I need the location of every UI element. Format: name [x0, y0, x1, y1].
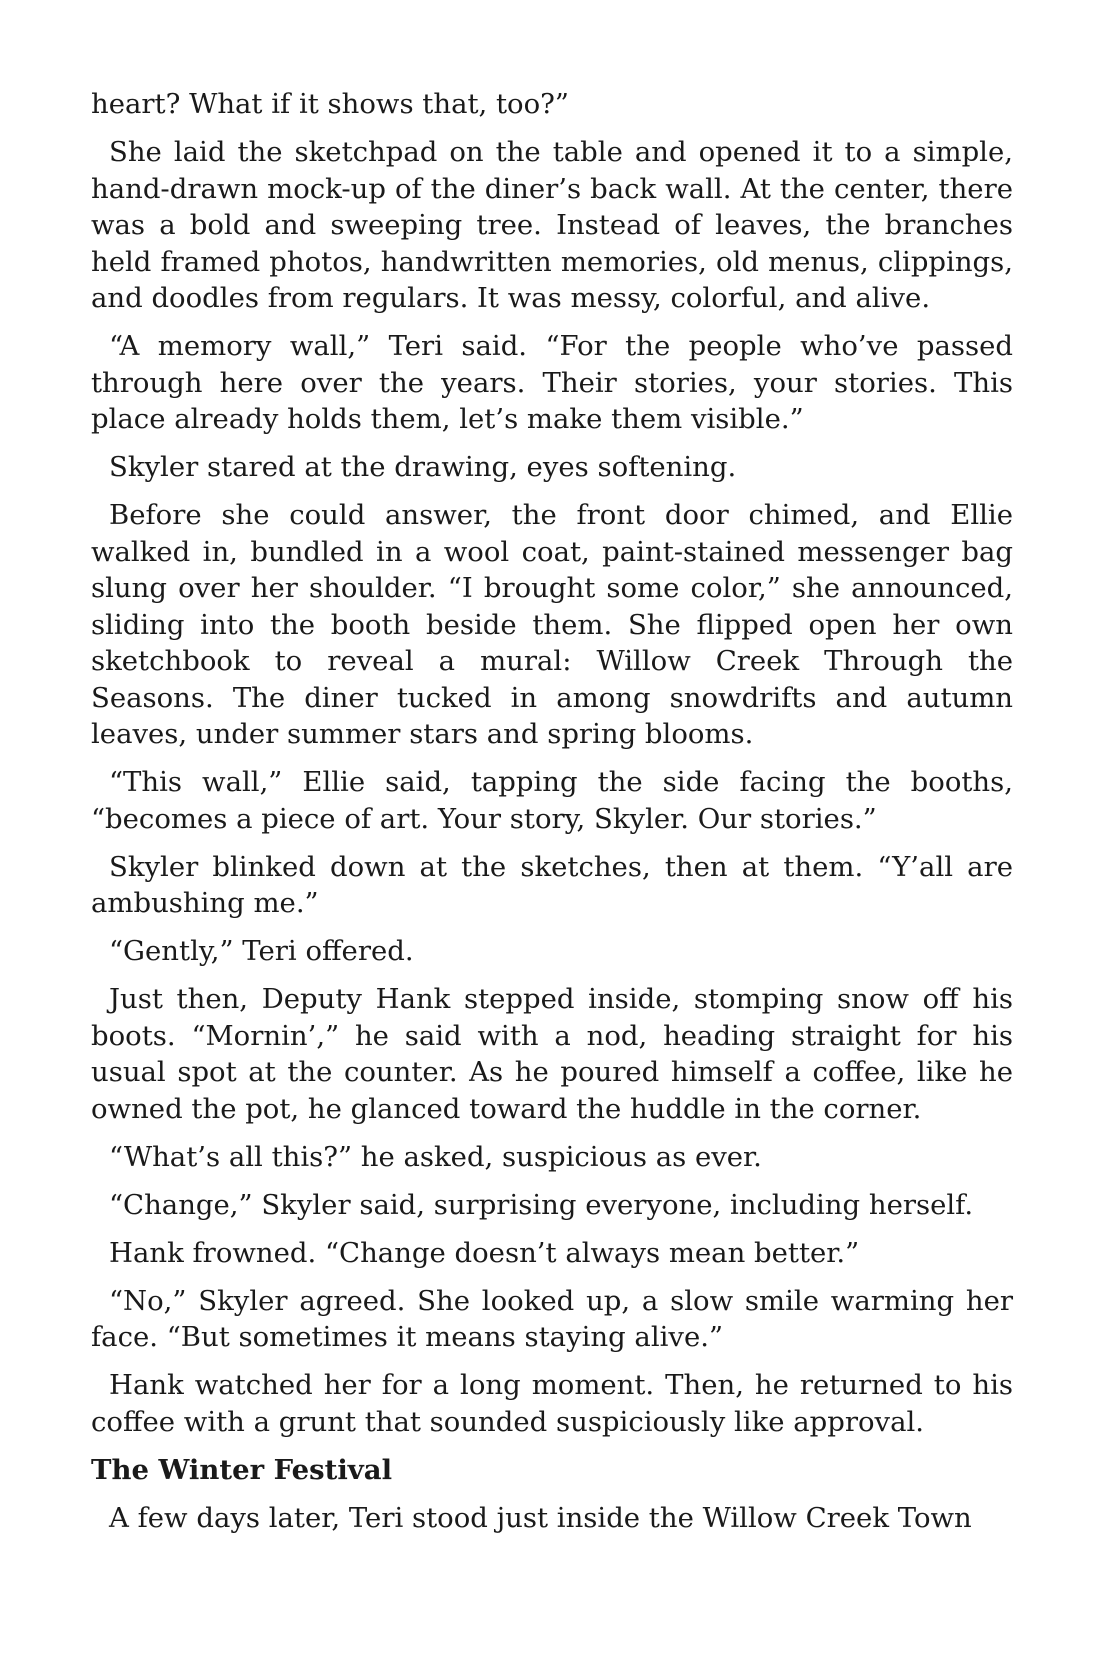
paragraph: “Gently,” Teri offered. — [109, 935, 414, 967]
paragraph-continuation: heart? What if it shows that, too?” — [91, 88, 569, 120]
paragraph: A few days later, Teri stood just inside the Willow Creek Town — [109, 1501, 972, 1534]
paragraph: Skyler blinked down at the sketches, then at them. “Y’all are ambushing me.” — [91, 850, 1013, 919]
paragraph: “This wall,” Ellie said, tapping the side facing the booths, “becomes a piece of art. Your story, Skyler. Our stories.” — [91, 766, 1013, 835]
section-heading: The Winter Festival — [91, 1453, 393, 1486]
paragraph: Skyler stared at the drawing, eyes softening. — [109, 451, 737, 483]
paragraph: Just then, Deputy Hank stepped inside, stomping snow off his boots. “Mornin’,” he said with a nod, heading straight for his usual spot at the counter. As he poured himself a coffee, like he owned the pot, he glanced toward the huddle in the corner. — [91, 983, 1013, 1125]
paragraph: She laid the sketchpad on the table and opened it to a simple, hand-drawn mock-up of the diner’s back wall. At the center, there was a bold and sweeping tree. Instead of leaves, the branches held framed photos, handwritten memories, old menus, clippings, and doodles from regulars. It was messy, colorful, and alive. — [91, 136, 1013, 314]
paragraph: Before she could answer, the front door chimed, and Ellie walked in, bundled in a wool coat, paint-stained messenger bag slung over her shoulder. “I brought some color,” she announced, sliding into the booth beside them. She flipped open her own sketchbook to reveal a mural: Willow Creek Through the Seasons. The diner tucked in among snowdrifts and autumn leaves, under summer stars and spring blooms. — [91, 499, 1013, 750]
paragraph: “A memory wall,” Teri said. “For the people who’ve passed through here over the years. Their stories, your stories. This place already holds them, let’s make them visible.” — [91, 330, 1013, 435]
paragraph: Hank watched her for a long moment. Then, he returned to his coffee with a grunt that sounded suspiciously like approval. — [91, 1369, 1013, 1438]
paragraph: “Change,” Skyler said, surprising everyone, including herself. — [109, 1188, 974, 1221]
paragraph: “No,” Skyler agreed. She looked up, a slow smile warming her face. “But sometimes it means staying alive.” — [91, 1284, 1013, 1353]
book-page — [91, 86, 1013, 1548]
paragraph: Hank frowned. “Change doesn’t always mean better.” — [109, 1236, 860, 1269]
paragraph: “What’s all this?” he asked, suspicious as ever. — [109, 1140, 762, 1173]
